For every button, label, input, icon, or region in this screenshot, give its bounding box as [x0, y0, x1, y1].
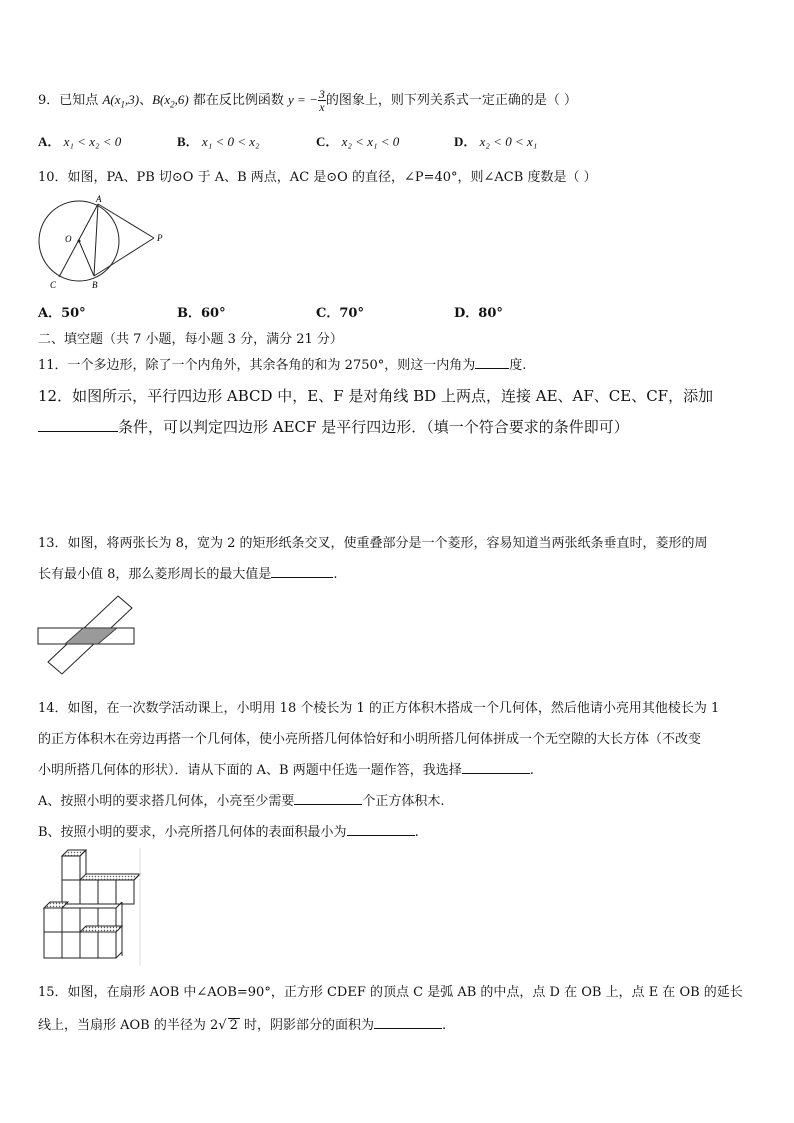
- q14-line2: 的正方体积木在旁边再搭一个几何体，使小亮所搭几何体恰好和小明所搭几何体拼成一个无空隙的大长方体（不改变: [38, 732, 702, 747]
- label-a: A: [96, 194, 102, 204]
- q10-option-a: A．50°: [38, 306, 86, 321]
- q13-line2: 长有最小值 8，那么菱形周长的最大值是 .: [38, 563, 338, 582]
- q15-line1: 15．如图，在扇形 AOB 中∠AOB=90°，正方形 CDEF 的顶点 C 是弧 AB 的中点，点 D 在 OB 上，点 E 在 OB 的延长: [38, 985, 743, 1000]
- fraction: $\frac{3}{x}$: [318, 87, 325, 114]
- q10-stem: 10．如图，PA、PB 切⊙O 于 A、B 两点，AC 是⊙O 的直径，∠P=40°，则∠ACB 度数是（ ）: [38, 170, 597, 185]
- label-o: O: [65, 234, 72, 244]
- answer-blank[interactable]: [347, 821, 415, 836]
- answer-blank[interactable]: [475, 354, 509, 369]
- circle-tangent-figure: [34, 192, 174, 292]
- q9-option-c: C． x₂ < x₁ < 0: [316, 134, 400, 149]
- answer-blank[interactable]: [462, 759, 530, 774]
- q15-line2: 线上，当扇形 AOB 的半径为 2√ 2 时，阴影部分的面积为 .: [38, 1014, 446, 1033]
- function-expression: y = −: [288, 92, 318, 107]
- q12-line2: 条件，可以判定四边形 AECF 是平行四边形．（填一个符合要求的条件即可）: [38, 416, 629, 437]
- q13-line1: 13．如图，将两张长为 8，宽为 2 的矩形纸条交叉，使重叠部分是一个菱形，容易知道当两张纸条垂直时，菱形的周: [38, 536, 708, 551]
- label-b: B: [92, 280, 98, 290]
- label-p: P: [157, 233, 163, 243]
- section-heading: 二、填空题（共 7 小题，每小题 3 分，满分 21 分）: [38, 332, 343, 347]
- label-c: C: [50, 280, 57, 290]
- sqrt-symbol: √: [218, 1018, 227, 1033]
- q9-option-b: B． x₁ < 0 < x₂: [177, 134, 260, 149]
- q14-line-b: B、按照小明的要求，小亮所搭几何体的表面积最小为 .: [38, 821, 419, 840]
- q14-line-a: A、按照小明的要求搭几何体，小亮至少需要 个正方体积木.: [38, 790, 445, 809]
- q14-line3: 小明所搭几何体的形状）．请从下面的 A、B 两题中任选一题作答，我选择 .: [38, 759, 534, 778]
- q14-line1: 14．如图，在一次数学活动课上，小明用 18 个棱长为 1 的正方体积木搭成一个几何体，然后他请小亮用其他棱长为 1: [38, 701, 720, 716]
- answer-blank[interactable]: [271, 563, 333, 578]
- q9-option-a: A． x₁ < x₂ < 0: [38, 134, 122, 149]
- rhombus-strips-figure: [36, 594, 140, 678]
- cube-stack-figure: [40, 848, 144, 966]
- q10-option-d: D．80°: [454, 306, 503, 321]
- answer-blank[interactable]: [38, 417, 118, 432]
- q11-stem: 11．一个多边形，除了一个内角外，其余各角的和为 2750°，则这一内角为 度.: [38, 354, 526, 373]
- answer-blank[interactable]: [374, 1014, 442, 1029]
- q9-stem: 9．已知点 $A(x_1,3)$、$B(x_2,6)$ 都在反比例函数 y = − $\frac{3}{x}$ 的图象上，则下列关系式一定正确的是（ ）: [38, 87, 577, 114]
- q10-option-b: B．60°: [177, 306, 226, 321]
- answer-blank[interactable]: [294, 790, 362, 805]
- q10-option-c: C．70°: [316, 306, 364, 321]
- q12-line1: 12．如图所示，平行四边形 ABCD 中，E、F 是对角线 BD 上两点，连接 AE、AF、CE、CF，添加: [38, 387, 714, 405]
- q9-option-d: D． x₂ < 0 < x₁: [454, 134, 538, 149]
